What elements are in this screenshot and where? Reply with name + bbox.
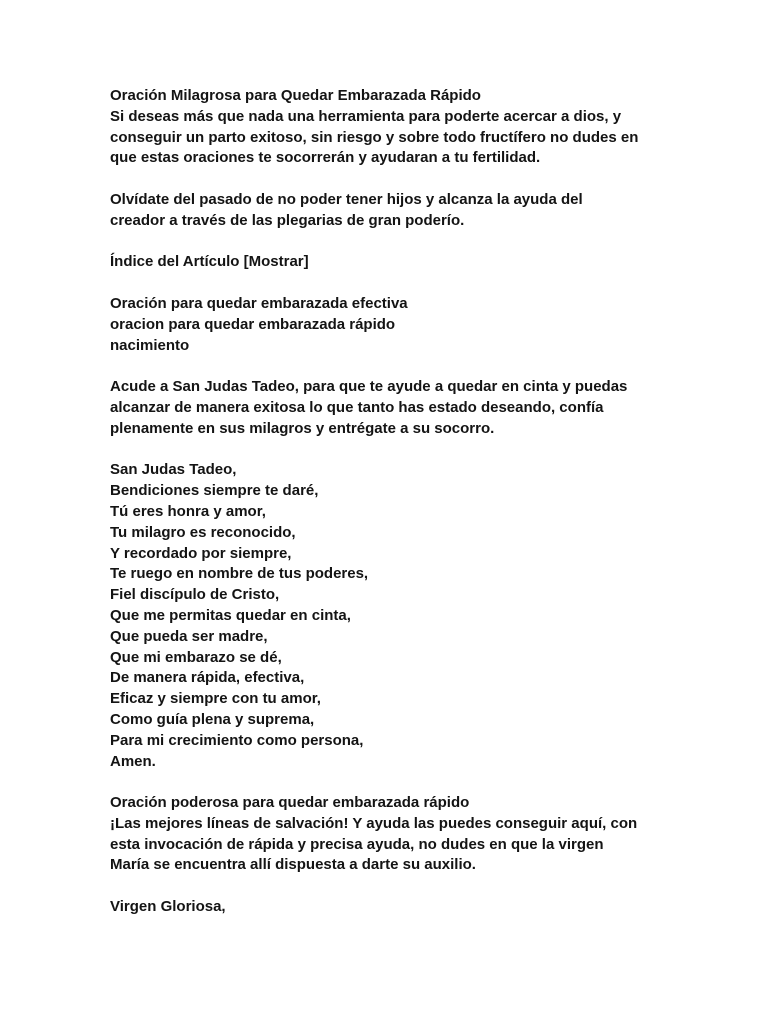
prayer-line: De manera rápida, efectiva, [110, 669, 305, 687]
paragraph-headings [110, 294, 710, 356]
prayer-line: Que mi embarazo se dé, [110, 648, 282, 666]
text-line: Si deseas más que nada una herramienta para poderte acercar a dios, y [110, 107, 622, 125]
paragraph-intro [110, 86, 710, 169]
prayer-line: Tu milagro es reconocido, [110, 523, 296, 541]
text-line: ¡Las mejores líneas de salvación! Y ayuda las puedes conseguir aquí, con [110, 814, 638, 832]
prayer-line: Te ruego en nombre de tus poderes, [110, 565, 369, 583]
prayer-line: Bendiciones siempre te daré, [110, 482, 319, 500]
section-heading: Oración para quedar embarazada efectiva [110, 294, 408, 312]
text-line: que estas oraciones te socorrerán y ayudaran a tu fertilidad. [110, 149, 541, 167]
paragraph-poderosa [110, 793, 710, 876]
prayer-line: Eficaz y siempre con tu amor, [110, 690, 321, 708]
text-line: Acude a San Judas Tadeo, para que te ayude a quedar en cinta y puedas [110, 378, 628, 396]
prayer-line: Para mi crecimiento como persona, [110, 731, 364, 749]
prayer-virgen [110, 897, 710, 918]
document-page [110, 86, 710, 939]
prayer-line: Como guía plena y suprema, [110, 710, 315, 728]
text-line: plenamente en sus milagros y entrégate a su socorro. [110, 419, 495, 437]
section-heading: oracion para quedar embarazada rápido [110, 315, 396, 333]
text-line: Olvídate del pasado de no poder tener hijos y alcanza la ayuda del [110, 190, 583, 208]
prayer-line: Tú eres honra y amor, [110, 502, 266, 520]
paragraph-index [110, 252, 710, 273]
prayer-line: Que me permitas quedar en cinta, [110, 606, 351, 624]
text-line: creador a través de las plegarias de gran poderío. [110, 211, 465, 229]
prayer-line: Y recordado por siempre, [110, 544, 292, 562]
paragraph-olvidate [110, 190, 710, 232]
prayer-san-judas [110, 460, 710, 772]
text-line: María se encuentra allí dispuesta a darte su auxilio. [110, 856, 476, 874]
text-line: alcanzar de manera exitosa lo que tanto has estado deseando, confía [110, 398, 604, 416]
section-heading: Oración poderosa para quedar embarazada rápido [110, 794, 470, 812]
prayer-line: Virgen Gloriosa, [110, 898, 226, 916]
article-index-line: Índice del Artículo [Mostrar] [110, 253, 309, 271]
prayer-line: Fiel discípulo de Cristo, [110, 586, 280, 604]
text-line: conseguir un parto exitoso, sin riesgo y sobre todo fructífero no dudes en [110, 128, 639, 146]
prayer-line: Que pueda ser madre, [110, 627, 268, 645]
prayer-line: Amen. [110, 752, 156, 770]
document-title: Oración Milagrosa para Quedar Embarazada Rápido [110, 87, 481, 104]
prayer-line: San Judas Tadeo, [110, 461, 237, 479]
text-line: esta invocación de rápida y precisa ayuda, no dudes en que la virgen [110, 835, 604, 853]
section-heading: nacimiento [110, 336, 190, 354]
paragraph-san-judas-intro [110, 377, 710, 439]
